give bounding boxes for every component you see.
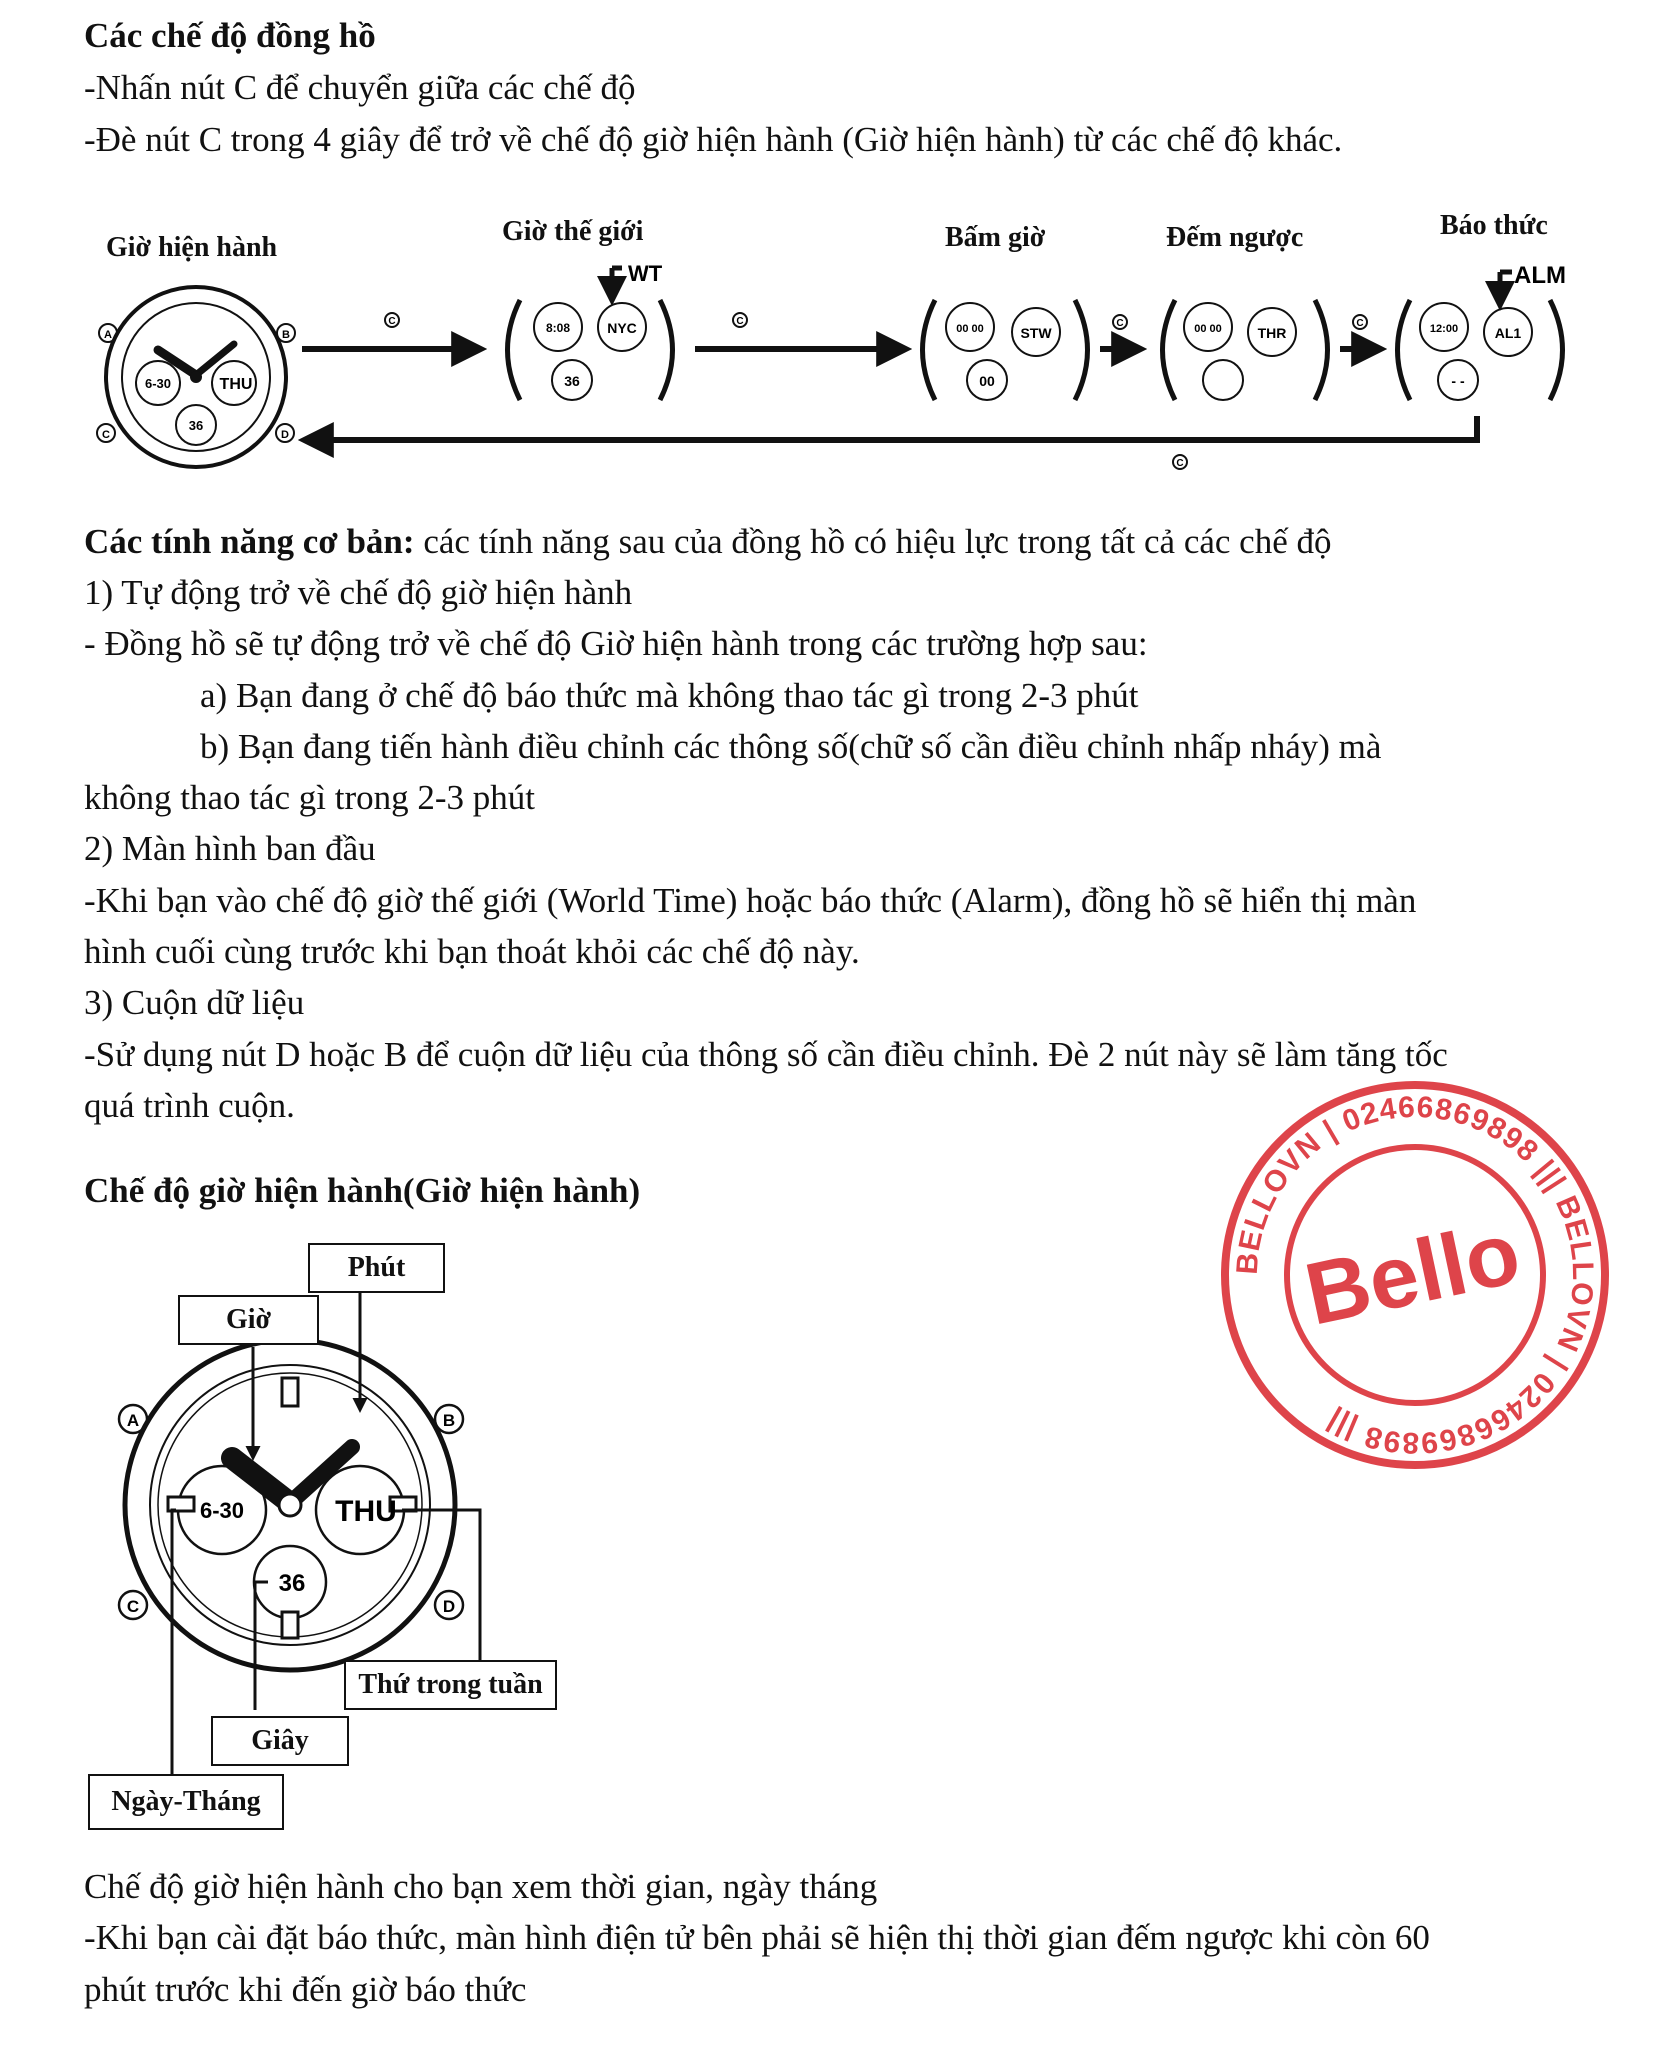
mode-cycle-diagram — [0, 240, 1665, 485]
lw-sec: 36 — [278, 1570, 306, 1597]
c-button-symbols — [385, 313, 1367, 469]
text-line: -Nhấn nút C để chuyển giữa các chế độ — [84, 68, 636, 107]
watch-icon-stopwatch — [923, 300, 1088, 400]
wc-btn-c: C — [102, 429, 110, 441]
wc-day: THU — [219, 376, 253, 393]
text-line: -Đè nút C trong 4 giây để trở về chế độ giờ hiện hành (Giờ hiện hành) từ các chế độ khác. — [84, 120, 1343, 159]
stamp-ring-text: BELLOVN | 02466869898 ||| BELLOVN | 02466869898 ||| — [1230, 1090, 1600, 1460]
callout-second: Giây — [211, 1716, 349, 1766]
ww-time: 8:08 — [545, 321, 571, 335]
text-line: -Khi bạn cài đặt báo thức, màn hình điện tử bên phải sẽ hiện thị thời gian đếm ngược khi còn 60 — [84, 1918, 1430, 1957]
text-line: 2) Màn hình ban đầu — [84, 829, 376, 868]
basic-features-title: Các tính năng cơ bản: — [84, 522, 415, 561]
text-line: phút trước khi đến giờ báo thức — [84, 1970, 527, 2009]
text-line: - Đồng hồ sẽ tự động trở về chế độ Giờ hiện hành trong các trường hợp sau: — [84, 624, 1148, 663]
lw-btn-d: D — [442, 1597, 456, 1616]
watch-icon-alarm — [1398, 262, 1566, 400]
svg-text:C: C — [388, 316, 396, 327]
mode-label-stopwatch: Bấm giờ — [945, 222, 1046, 253]
wa-time: 12:00 — [1429, 323, 1459, 335]
text-line: Chế độ giờ hiện hành cho bạn xem thời gian, ngày tháng — [84, 1867, 878, 1906]
text-line: quá trình cuộn. — [84, 1086, 295, 1125]
stamp-brand: Bello — [1297, 1202, 1529, 1344]
lw-date: 6-30 — [199, 1498, 245, 1523]
svg-text:C: C — [1116, 318, 1124, 329]
return-arrow-icon — [305, 416, 1477, 440]
text-line: b) Bạn đang tiến hành điều chỉnh các thông số(chữ số cần điều chỉnh nhấp nháy) mà — [200, 727, 1382, 766]
section-title-modes: Các chế độ đồng hồ — [84, 16, 376, 55]
callout-hour: Giờ — [178, 1295, 319, 1345]
text-line: không thao tác gì trong 2-3 phút — [84, 778, 536, 817]
lw-btn-a: A — [126, 1411, 140, 1430]
wt-time: 00 00 — [1194, 323, 1222, 335]
mode-label-alarm: Báo thức — [1440, 210, 1548, 241]
wt-thr: THR — [1257, 325, 1287, 341]
mode-label-countdown: Đếm ngược — [1166, 222, 1304, 253]
text-line: a) Bạn đang ở chế độ báo thức mà không thao tác gì trong 2-3 phút — [200, 676, 1139, 715]
text-line: -Khi bạn vào chế độ giờ thế giới (World Time) hoặc báo thức (Alarm), đồng hồ sẽ hiển thị màn — [84, 881, 1417, 920]
lw-btn-b: B — [442, 1411, 456, 1430]
ww-nyc: NYC — [607, 320, 637, 336]
svg-text:C: C — [736, 316, 744, 327]
ws-sub: 00 — [979, 373, 995, 389]
ws-time: 00 00 — [956, 323, 984, 335]
watch-icon-world — [508, 261, 673, 400]
mode-label-world: Giờ thế giới — [502, 216, 644, 247]
callout-date: Ngày-Tháng — [88, 1774, 284, 1830]
wc-btn-b: B — [282, 329, 290, 341]
wc-btn-d: D — [281, 429, 289, 441]
lw-btn-c: C — [126, 1597, 140, 1616]
wa-al1: AL1 — [1494, 325, 1522, 341]
text-line: 1) Tự động trở về chế độ giờ hiện hành — [84, 573, 633, 612]
text-line: 3) Cuộn dữ liệu — [84, 983, 305, 1022]
ww-wt-tag: WT — [628, 261, 663, 286]
ww-sec: 36 — [564, 373, 580, 389]
lw-day: THU — [335, 1495, 397, 1528]
svg-text:C: C — [1356, 318, 1364, 329]
text-line: -Sử dụng nút D hoặc B để cuộn dữ liệu của thông số cần điều chỉnh. Đè 2 nút này sẽ làm tăng tốc — [84, 1035, 1448, 1074]
wc-date: 6-30 — [144, 376, 172, 391]
callout-weekday: Thứ trong tuần — [344, 1660, 557, 1710]
svg-text:C: C — [1176, 458, 1184, 469]
wc-sec: 36 — [188, 418, 204, 433]
bello-stamp — [1215, 1075, 1615, 1475]
wc-btn-a: A — [104, 329, 112, 341]
wa-sub: - - — [1451, 373, 1465, 389]
watch-icon-countdown — [1163, 300, 1328, 400]
wa-alm-tag: ALM — [1514, 262, 1566, 289]
watch-icon-current — [97, 287, 295, 467]
section-title-current-time: Chế độ giờ hiện hành(Giờ hiện hành) — [84, 1171, 641, 1210]
ws-stw: STW — [1020, 325, 1052, 341]
basic-features-desc: các tính năng sau của đồng hồ có hiệu lực trong tất cả các chế độ — [414, 522, 1332, 561]
basic-features-heading — [84, 520, 1332, 564]
callout-minute: Phút — [308, 1243, 445, 1293]
mode-label-current: Giờ hiện hành — [106, 232, 278, 263]
text-line: hình cuối cùng trước khi bạn thoát khỏi các chế độ này. — [84, 932, 860, 971]
